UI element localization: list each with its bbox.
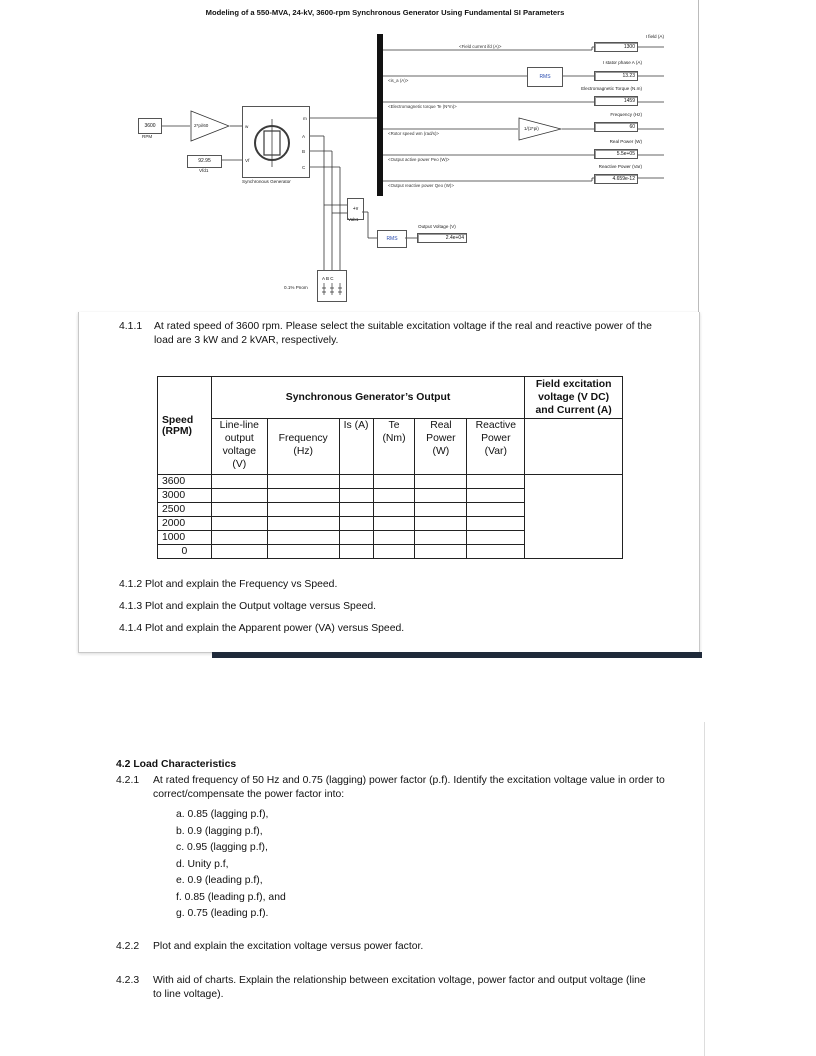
table-cell bbox=[211, 531, 267, 545]
display-label: Frequency (Hz) bbox=[610, 112, 642, 117]
table-cell bbox=[415, 503, 467, 517]
column-header: Line-line output voltage (V) bbox=[211, 419, 267, 475]
question-number: 4.1.1 bbox=[119, 321, 143, 332]
column-header: Reactive Power (Var) bbox=[467, 419, 525, 475]
table-cell bbox=[415, 475, 467, 489]
question-number: 4.2.2 bbox=[116, 941, 140, 952]
column-header: Frequency (Hz) bbox=[267, 419, 339, 475]
gain-label: 2*pi/60 bbox=[194, 123, 209, 128]
column-header: Real Power (W) bbox=[415, 419, 467, 475]
vfd-constant-block[interactable]: 92.95 bbox=[187, 155, 222, 168]
speed-unit-label: RPM bbox=[142, 134, 153, 139]
three-phase-load-block[interactable] bbox=[317, 270, 347, 302]
table-cell bbox=[467, 545, 525, 559]
question-text: At rated speed of 3600 rpm. Please select the suitable excitation voltage if the real and reactive power of the load are 3 kW and 2 kVAR, respectively. bbox=[154, 321, 652, 346]
table-cell bbox=[373, 531, 415, 545]
signal-label: <Rotor speed wm (rad/s)> bbox=[388, 131, 440, 136]
rms-block[interactable]: RMS bbox=[527, 67, 563, 87]
display-reactive-power: 4.659e-12 bbox=[594, 174, 638, 184]
table-cell bbox=[267, 545, 339, 559]
option-item: f. 0.85 (leading p.f), and bbox=[176, 891, 286, 903]
document-page bbox=[0, 722, 705, 1056]
options-list bbox=[176, 808, 286, 924]
display-torque: 1459 bbox=[594, 96, 638, 106]
question-number: 4.2.1 bbox=[116, 775, 140, 786]
table-row bbox=[158, 475, 623, 489]
signal-label: <Output active power Peo (W)> bbox=[388, 157, 450, 162]
document-panel bbox=[78, 312, 700, 653]
speed-cell: 1000 bbox=[158, 531, 212, 545]
load-icon bbox=[318, 271, 346, 301]
table-cell bbox=[211, 489, 267, 503]
section-heading: 4.2 Load Characteristics bbox=[116, 759, 237, 770]
display-stator-current: 13.23 bbox=[594, 71, 638, 81]
task-item: 4.1.2 Plot and explain the Frequency vs Speed. bbox=[119, 579, 338, 590]
table-cell bbox=[467, 531, 525, 545]
option-item: e. 0.9 (leading p.f), bbox=[176, 875, 263, 886]
table-cell bbox=[373, 489, 415, 503]
question-number: 4.2.3 bbox=[116, 975, 140, 986]
excitation-header: Field excitation voltage (V DC) and Current (A) bbox=[525, 377, 623, 419]
table-cell bbox=[339, 545, 373, 559]
generator-label: Synchronous Generator bbox=[242, 179, 291, 184]
table-cell bbox=[267, 503, 339, 517]
table-cell bbox=[467, 489, 525, 503]
bus-selector[interactable] bbox=[377, 34, 383, 196]
table-cell bbox=[415, 545, 467, 559]
table-cell bbox=[339, 503, 373, 517]
output-voltage-label: Output Voltage (V) bbox=[418, 224, 456, 229]
svg-text:A B C: A B C bbox=[322, 276, 334, 281]
signal-label: <Electromagnetic torque Te (N*m)> bbox=[388, 104, 457, 109]
table-cell bbox=[467, 475, 525, 489]
speed-constant-block[interactable]: 3600 bbox=[138, 118, 162, 134]
gain2-label: 1/(2*pi) bbox=[524, 126, 539, 131]
vfd-label: Vfd1 bbox=[199, 168, 209, 173]
table-cell bbox=[339, 489, 373, 503]
display-label: Reactive Power (Var) bbox=[598, 164, 642, 169]
table-cell bbox=[415, 517, 467, 531]
task-item: 4.1.4 Plot and explain the Apparent power (VA) versus Speed. bbox=[119, 623, 405, 634]
speed-cell: 2500 bbox=[158, 503, 212, 517]
rms-block[interactable]: RMS bbox=[377, 230, 407, 248]
option-item: c. 0.95 (lagging p.f), bbox=[176, 842, 268, 853]
table-cell bbox=[211, 545, 267, 559]
output-group-header: Synchronous Generator’s Output bbox=[211, 377, 524, 419]
table-cell bbox=[267, 475, 339, 489]
table-cell bbox=[339, 531, 373, 545]
question-text: At rated frequency of 50 Hz and 0.75 (lagging) power factor (p.f). Identify the excitation voltage value in order to correct/compensate the power factor into: bbox=[153, 775, 665, 800]
results-table bbox=[157, 376, 623, 559]
option-item: g. 0.75 (leading p.f). bbox=[176, 908, 269, 919]
table-cell bbox=[525, 419, 623, 475]
question-text: Plot and explain the excitation voltage versus power factor. bbox=[153, 941, 424, 952]
display-label: I field (A) bbox=[645, 34, 664, 39]
table-cell bbox=[267, 489, 339, 503]
display-field-current: 1300 bbox=[594, 42, 638, 52]
speed-cell: 0 bbox=[158, 545, 212, 559]
synchronous-generator-block[interactable]: w Vf m A B C bbox=[242, 106, 310, 178]
signal-label: <Field current ifd (A)> bbox=[459, 44, 502, 49]
table-cell bbox=[211, 517, 267, 531]
display-output-voltage: 2.4e+04 bbox=[417, 233, 467, 243]
taskbar-strip bbox=[212, 652, 702, 658]
table-cell bbox=[267, 531, 339, 545]
table-cell bbox=[525, 475, 623, 559]
diagram-title: Modeling of a 550-MVA, 24-kV, 3600-rpm Synchronous Generator Using Fundamental SI Parameters bbox=[205, 8, 565, 17]
table-cell bbox=[467, 517, 525, 531]
table-cell bbox=[415, 489, 467, 503]
signal-label: <Output reactive power Qeo (W)> bbox=[388, 183, 454, 188]
task-item: 4.1.3 Plot and explain the Output voltage versus Speed. bbox=[119, 601, 377, 612]
speed-cell: 2000 bbox=[158, 517, 212, 531]
column-header: Te (Nm) bbox=[373, 419, 415, 475]
display-label: Electromagnetic Torque (N.m) bbox=[581, 86, 642, 91]
table-cell bbox=[211, 475, 267, 489]
speed-header: Speed (RPM) bbox=[158, 377, 212, 475]
option-item: a. 0.85 (lagging p.f), bbox=[176, 809, 269, 820]
table-cell bbox=[339, 475, 373, 489]
display-real-power: 5.5e+05 bbox=[594, 149, 638, 159]
table-cell bbox=[373, 503, 415, 517]
column-header: Is (A) bbox=[339, 419, 373, 475]
table-cell bbox=[467, 503, 525, 517]
table-cell bbox=[211, 503, 267, 517]
voltage-measurement-block[interactable]: +v bbox=[347, 198, 364, 220]
signal-label: <is_a (A)> bbox=[388, 78, 409, 83]
simulink-diagram bbox=[72, 0, 699, 312]
option-item: b. 0.9 (lagging p.f), bbox=[176, 825, 263, 837]
speed-cell: 3600 bbox=[158, 475, 212, 489]
vab-label: Vab1 bbox=[348, 217, 359, 222]
question-text: With aid of charts. Explain the relationship between excitation voltage, power factor and output voltage (line to line voltage). bbox=[153, 975, 646, 1000]
table-cell bbox=[373, 545, 415, 559]
table-cell bbox=[373, 475, 415, 489]
load-label: 0.1% Pnom bbox=[284, 285, 308, 290]
display-frequency: 60 bbox=[594, 122, 638, 132]
table-cell bbox=[339, 517, 373, 531]
display-label: I stator phase A (A) bbox=[602, 60, 642, 65]
display-label: Real Power (W) bbox=[609, 139, 642, 144]
table-cell bbox=[267, 517, 339, 531]
speed-cell: 3000 bbox=[158, 489, 212, 503]
table-cell bbox=[373, 517, 415, 531]
option-item: d. Unity p.f, bbox=[176, 858, 229, 870]
generator-icon bbox=[243, 107, 309, 177]
table-cell bbox=[415, 531, 467, 545]
